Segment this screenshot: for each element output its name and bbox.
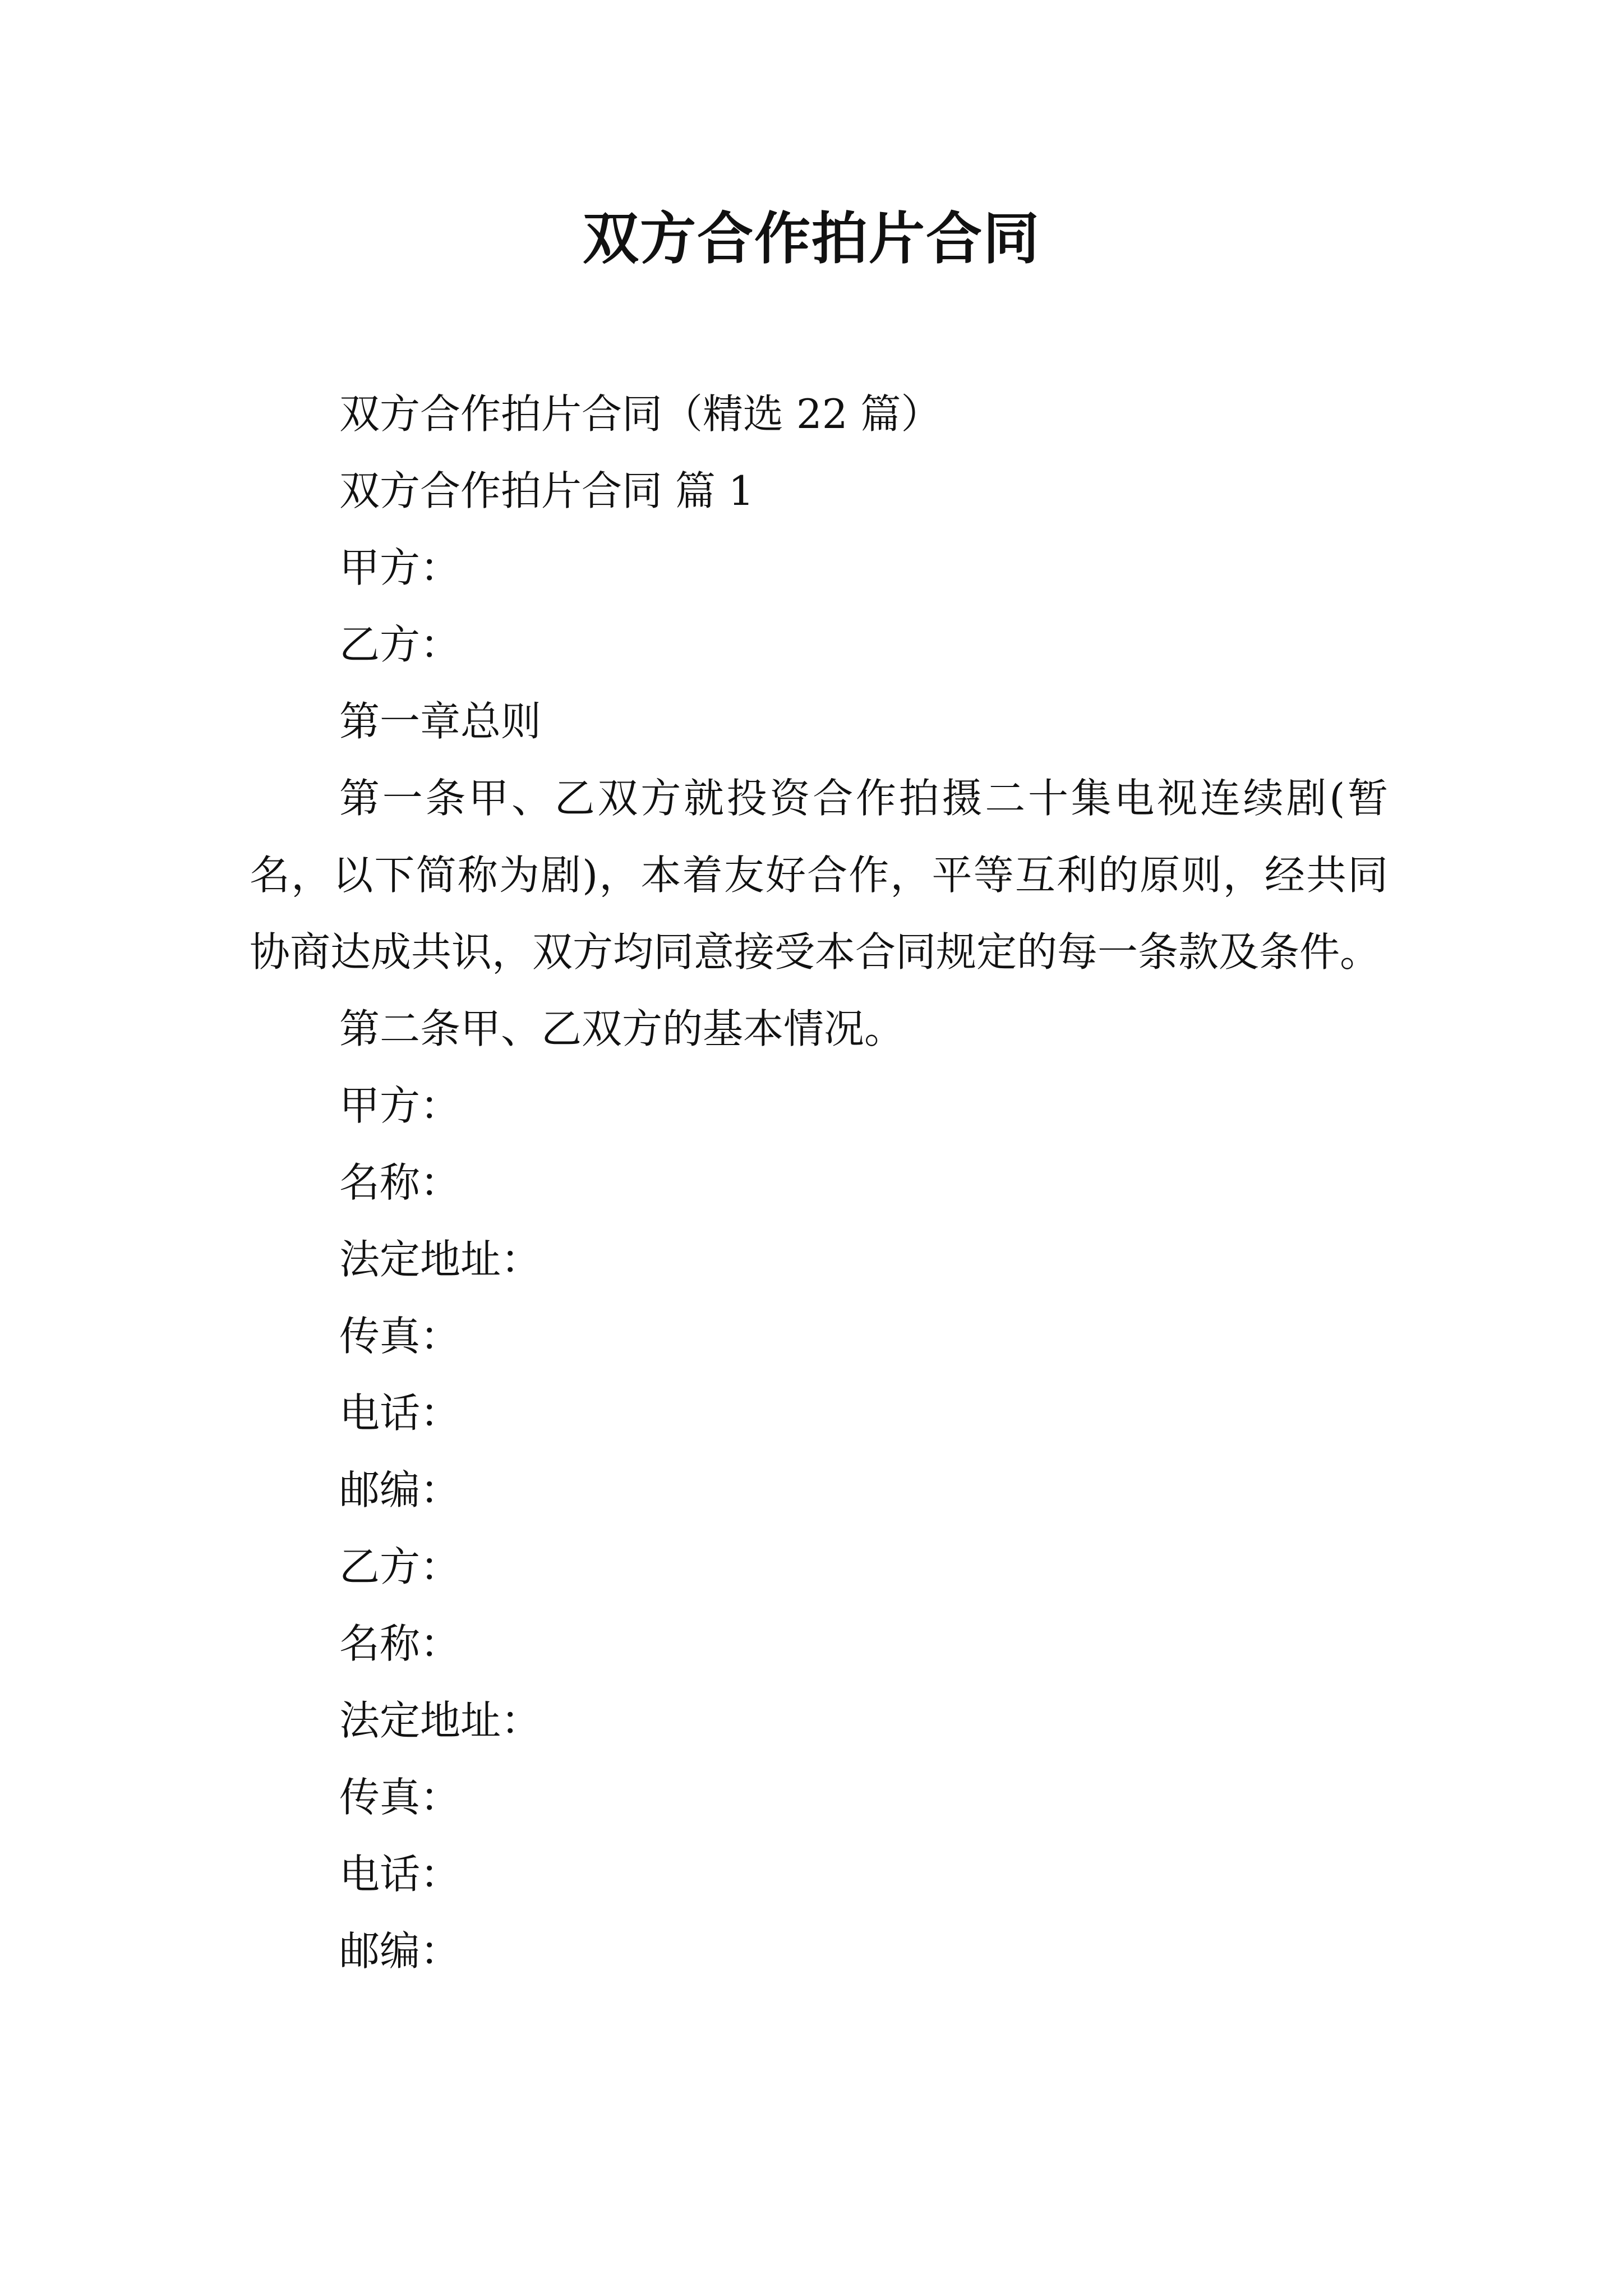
article-1-paragraph: 第一条甲、乙双方就投资合作拍摄二十集电视连续剧(暂名，以下简称为剧)，本着友好合作，平等互利的原则，经共同协商达成共识，双方均同意接受本合同规定的每一条款及条件。: [250, 775, 1388, 976]
party-b-phone-field: 电话：: [339, 1851, 461, 1898]
party-a-label: 甲方：: [339, 544, 461, 591]
party-b-label: 乙方：: [339, 621, 461, 668]
section-heading: 双方合作拍片合同 篇 1: [339, 467, 754, 514]
party-b-fax-field: 传真：: [339, 1774, 461, 1821]
party-b-name-field: 名称：: [339, 1620, 461, 1667]
chapter-heading: 第一章总则: [339, 698, 542, 745]
party-a-fax-field: 传真：: [339, 1313, 461, 1360]
party-a-name-field: 名称：: [339, 1159, 461, 1206]
subtitle-line: 双方合作拍片合同（精选 22 篇）: [339, 390, 942, 438]
party-a-info-label: 甲方：: [339, 1082, 461, 1129]
party-b-postcode-field: 邮编：: [339, 1927, 461, 1975]
article-2-heading: 第二条甲、乙双方的基本情况。: [339, 1005, 905, 1052]
party-a-address-field: 法定地址：: [339, 1236, 542, 1283]
party-b-address-field: 法定地址：: [339, 1697, 542, 1744]
document-title: 双方合作拍片合同: [583, 205, 1040, 272]
party-b-info-label: 乙方：: [339, 1543, 461, 1590]
party-a-phone-field: 电话：: [339, 1389, 461, 1437]
party-a-postcode-field: 邮编：: [339, 1466, 461, 1513]
document-body: [250, 376, 1388, 1990]
